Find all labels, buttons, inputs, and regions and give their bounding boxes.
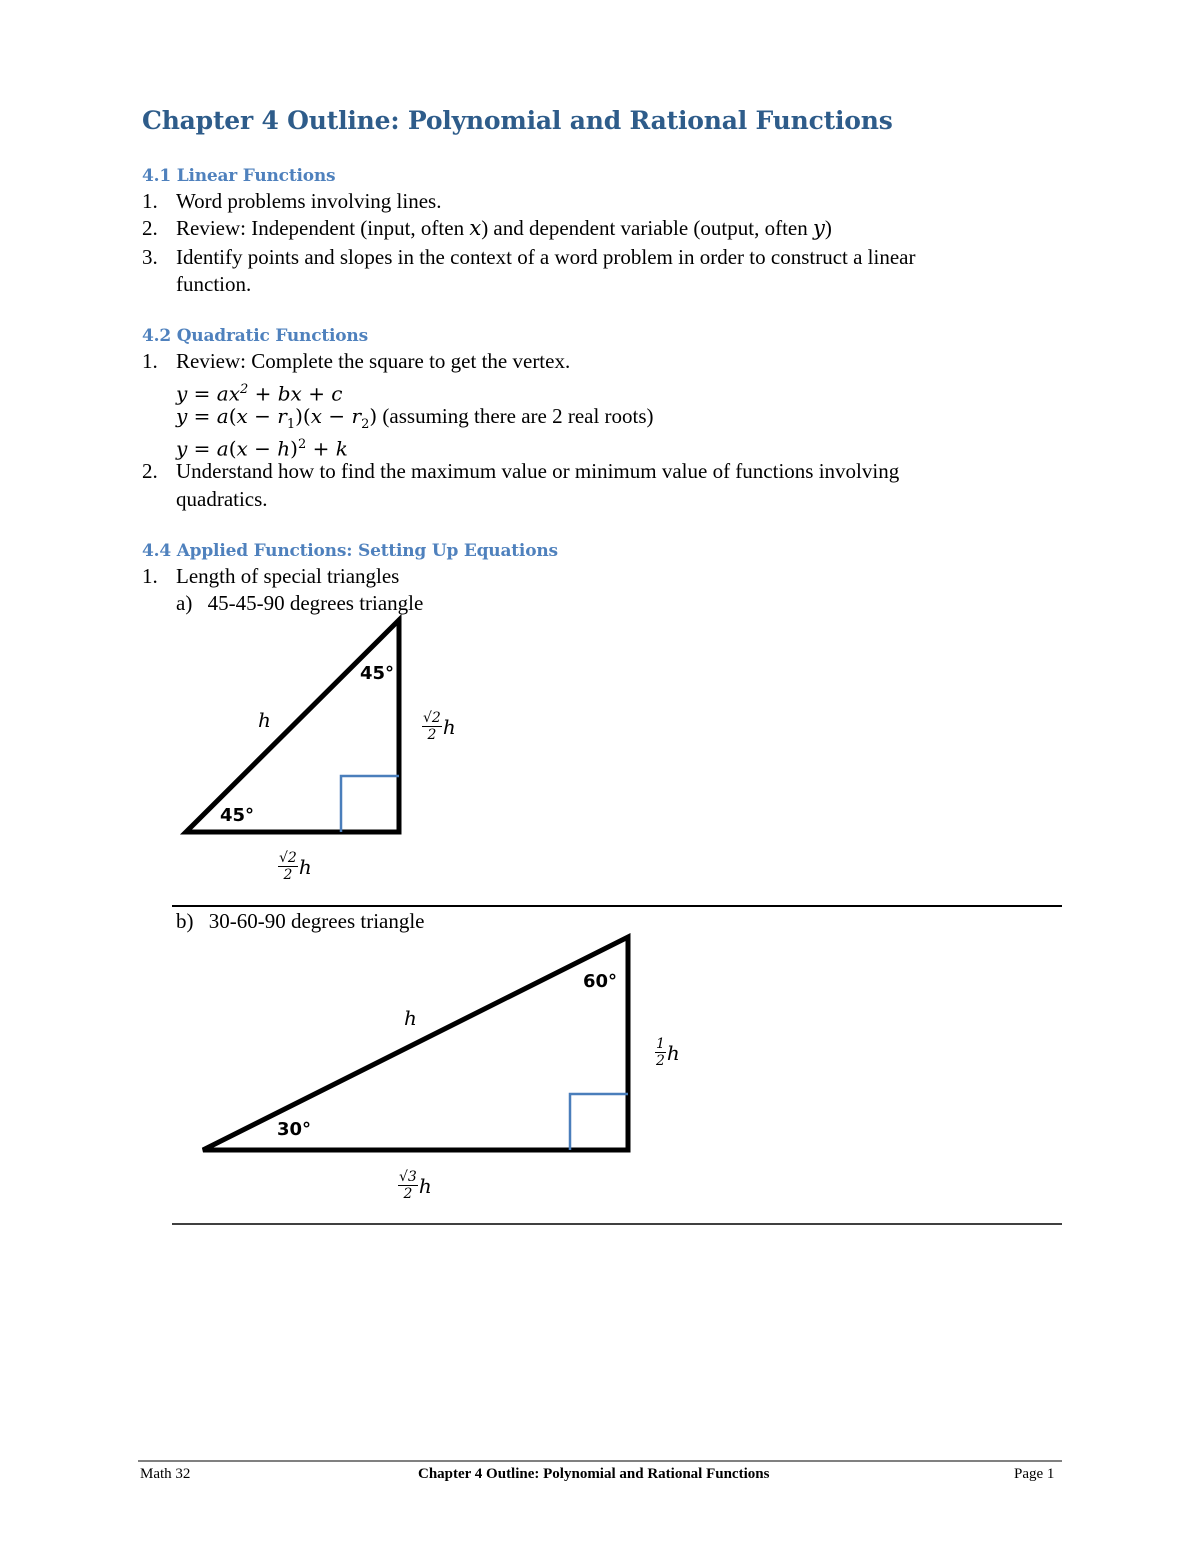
triangle-45-45-90 [186, 620, 399, 832]
footer-center: Chapter 4 Outline: Polynomial and Rational Functions [418, 1466, 770, 1482]
list-text: Review: Independent (input, often x) and dependent variable (output, often y) [176, 216, 832, 240]
list-number: 2. [142, 216, 158, 240]
right-angle-marker-a [341, 776, 399, 832]
section-heading-4-4: 4.4 Applied Functions: Setting Up Equations [142, 541, 558, 561]
angle-label-top: 60° [583, 971, 618, 992]
sub-item-b [176, 908, 425, 935]
equation-factored-form: $y = a(x - r_1)(x - r_2)$ (assuming there are 2 real roots) [176, 404, 654, 432]
section-heading-4-2: 4.2 Quadratic Functions [142, 326, 368, 346]
factored-form-note: (assuming there are 2 real roots) [382, 404, 654, 428]
footer-left: Math 32 [140, 1466, 191, 1482]
angle-label-top: 45° [360, 663, 395, 684]
list-number: 1. [142, 349, 158, 373]
list-number: 2. [142, 459, 158, 483]
list-number: 1. [142, 189, 158, 213]
sub-item-label: b) [176, 909, 194, 933]
angle-label-bottom: 30° [277, 1119, 312, 1140]
horizontal-leg-label: $\frac{√2}{2}$ h [279, 850, 312, 883]
sub-item-text: 45-45-90 degrees triangle [207, 591, 424, 615]
list-number: 1. [142, 564, 158, 588]
equation-vertex-form: $y = a(x - h)^2 + k$ [176, 436, 348, 461]
hypotenuse-label: h [258, 708, 271, 732]
vertical-leg-label: $\frac{√2}{2}$ h [423, 710, 456, 743]
list-text: Understand how to find the maximum value or minimum value of functions involving [176, 459, 900, 483]
list-text: quadratics. [176, 487, 268, 511]
equation-standard-form: $y = ax^2$ + bx + c [176, 381, 343, 406]
page-title: Chapter 4 Outline: Polynomial and Rational Functions [142, 106, 893, 135]
right-angle-marker-b [570, 1094, 628, 1150]
list-text: function. [176, 272, 252, 296]
list-text: Length of special triangles [176, 564, 400, 588]
horizontal-leg-label: $\frac{√3}{2}$ h [399, 1169, 432, 1202]
triangle-30-60-90 [203, 937, 628, 1150]
list-text: Identify points and slopes in the context of a word problem in order to construct a linear [176, 245, 916, 269]
vertical-leg-label: $\frac{1}{2}$ h [656, 1036, 680, 1069]
list-text: Word problems involving lines. [176, 189, 442, 213]
list-number: 3. [142, 245, 158, 269]
sub-item-label: a) [176, 591, 193, 615]
section-heading-4-1: 4.1 Linear Functions [142, 166, 336, 186]
sub-item-text: 30-60-90 degrees triangle [208, 909, 425, 933]
hypotenuse-label: h [404, 1006, 417, 1030]
list-text: Review: Complete the square to get the vertex. [176, 349, 571, 373]
footer-page-number: Page 1 [1014, 1466, 1055, 1482]
angle-label-bottom: 45° [220, 805, 255, 826]
